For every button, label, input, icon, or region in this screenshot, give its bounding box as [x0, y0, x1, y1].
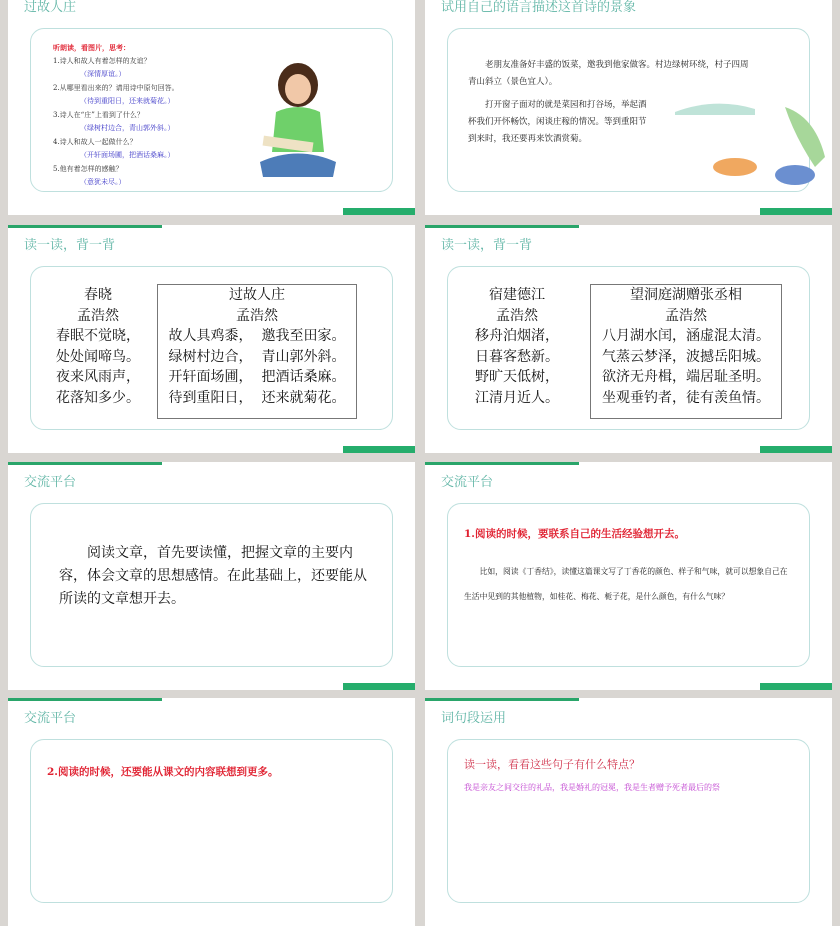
answer: （待到重阳日，还来就菊花。） — [80, 97, 175, 105]
question: 5.他有着怎样的感触？ — [53, 164, 123, 173]
slide-8[interactable] — [425, 698, 832, 926]
heading: 2.阅读的时候，还要能从课文的内容联想到更多。 — [47, 766, 279, 778]
accent-bar — [8, 698, 162, 701]
content-card — [30, 739, 393, 903]
poem-line: 夜来风雨声， — [56, 369, 140, 385]
content-card — [447, 503, 810, 667]
paragraph: 阅读文章，首先要读懂，把握文章的主要内容，体会文章的思想感情。在此基础上，还要能从所读的文章想开去。 — [59, 545, 367, 607]
slide-title: 交流平台 — [24, 475, 77, 490]
landscape-illustration — [675, 97, 832, 197]
poem-line: 日暮客愁新。 — [475, 348, 559, 365]
slide-4[interactable] — [425, 225, 832, 453]
accent-bar — [425, 698, 579, 701]
slide-title: 交流平台 — [441, 475, 494, 490]
poem-line: 待到重阳日， 还来就菊花。 — [168, 389, 346, 406]
accent-bar — [343, 683, 415, 690]
poem-line: 绿树村边合， 青山郭外斜。 — [168, 348, 346, 365]
poem-line: 八月湖水闰，涵虚混太清。 — [602, 328, 770, 344]
slide-1[interactable] — [8, 0, 415, 215]
accent-bar — [8, 225, 162, 228]
slide-2[interactable] — [425, 0, 832, 215]
girl-reading-image — [248, 57, 348, 187]
answer: （意犹未尽。） — [80, 178, 126, 186]
accent-bar — [760, 208, 832, 215]
slide-title: 词句段运用 — [441, 711, 507, 726]
poem-line: 过故人庄 — [229, 287, 285, 303]
poem-left — [46, 285, 150, 408]
heading: 听朗读，看图片，思考： — [53, 43, 130, 52]
accent-bar — [760, 446, 832, 453]
poem-line: 江清月近人。 — [475, 389, 559, 406]
slide-5[interactable] — [8, 462, 415, 690]
poem-line: 野旷天低树， — [475, 369, 559, 385]
poem-line: 开轩面场圃， 把酒话桑麻。 — [168, 369, 346, 385]
slide-6[interactable] — [425, 462, 832, 690]
paragraph: 我是亲友之间交往的礼品，我是婚礼的冠冕，我是生者赠予死者最后的祭 — [464, 783, 720, 792]
poem-line: 气蒸云梦泽，波撼岳阳城。 — [602, 348, 770, 365]
poem-line: 移舟泊烟渚， — [475, 328, 559, 344]
slide-3[interactable] — [8, 225, 415, 453]
poem-line: 春眠不觉晓， — [56, 328, 140, 344]
heading: 1.阅读的时候，要联系自己的生活经验想开去。 — [464, 528, 685, 540]
question: 2.从哪里看出来的？请用诗中原句回答。 — [53, 83, 179, 92]
answer: （深情厚谊。） — [80, 70, 126, 78]
poem-line: 孟浩然 — [496, 307, 538, 324]
accent-bar — [425, 225, 579, 228]
poem-line: 宿建德江 — [489, 287, 545, 303]
question: 3.诗人在“庄”上看到了什么？ — [53, 110, 144, 119]
paragraph: 老朋友准备好丰盛的饭菜，邀我到他家做客。村边绿树环绕，村子四周青山斜立（景色宜人）。 — [468, 60, 749, 87]
paragraph: 比如，阅读《丁香结》，读懂这篇课文写了丁香花的颜色、样子和气味，就可以想象自己在生活中见到的其他植物，如桂花、梅花、栀子花，是什么颜色，有什么气味？ — [464, 567, 788, 601]
question: 4.诗人和故人一起做什么？ — [53, 137, 137, 146]
slide-title: 交流平台 — [24, 711, 77, 726]
accent-bar — [343, 208, 415, 215]
slide-title: 试用自己的语言描述这首诗的景象 — [441, 0, 637, 15]
content-card — [30, 503, 393, 667]
question: 1.诗人和故人有着怎样的友谊？ — [53, 56, 151, 65]
slide-title: 读一读，背一背 — [24, 238, 116, 253]
poem-line: 处处闻啼鸟。 — [56, 348, 140, 365]
accent-bar — [760, 683, 832, 690]
paragraph: 打开窗子面对的就是菜园和打谷场，举起酒杯我们开怀畅饮，闲谈庄稼的情况。等到重阳节到来时，我还要再来饮酒赏菊。 — [468, 100, 647, 144]
poem-right — [590, 284, 782, 419]
slide-title: 过故人庄 — [24, 0, 77, 15]
poem-line: 花落知多少。 — [56, 389, 140, 406]
accent-bar — [343, 446, 415, 453]
poem-line: 孟浩然 — [77, 307, 119, 324]
poem-line: 望洞庭湖赠张丞相 — [630, 287, 742, 303]
poem-line: 春晓 — [84, 287, 112, 303]
heading: 读一读，看看这些句子有什么特点？ — [464, 758, 640, 771]
poem-left — [465, 285, 569, 408]
slide-7[interactable] — [8, 698, 415, 926]
poem-line: 欲济无舟楫，端居耻圣明。 — [602, 369, 770, 385]
slide-title: 读一读，背一背 — [441, 238, 533, 253]
poem-line: 坐观垂钓者，徒有羡鱼情。 — [602, 389, 770, 406]
content-card — [447, 739, 810, 903]
accent-bar — [8, 462, 162, 465]
poem-line: 故人具鸡黍， 邀我至田家。 — [168, 328, 346, 344]
accent-bar — [425, 462, 579, 465]
poem-line: 孟浩然 — [665, 307, 707, 324]
answer: （绿树村边合，青山郭外斜。） — [80, 124, 175, 132]
poem-right — [157, 284, 357, 419]
answer: （开轩面场圃，把酒话桑麻。） — [80, 151, 175, 159]
poem-line: 孟浩然 — [236, 307, 278, 324]
